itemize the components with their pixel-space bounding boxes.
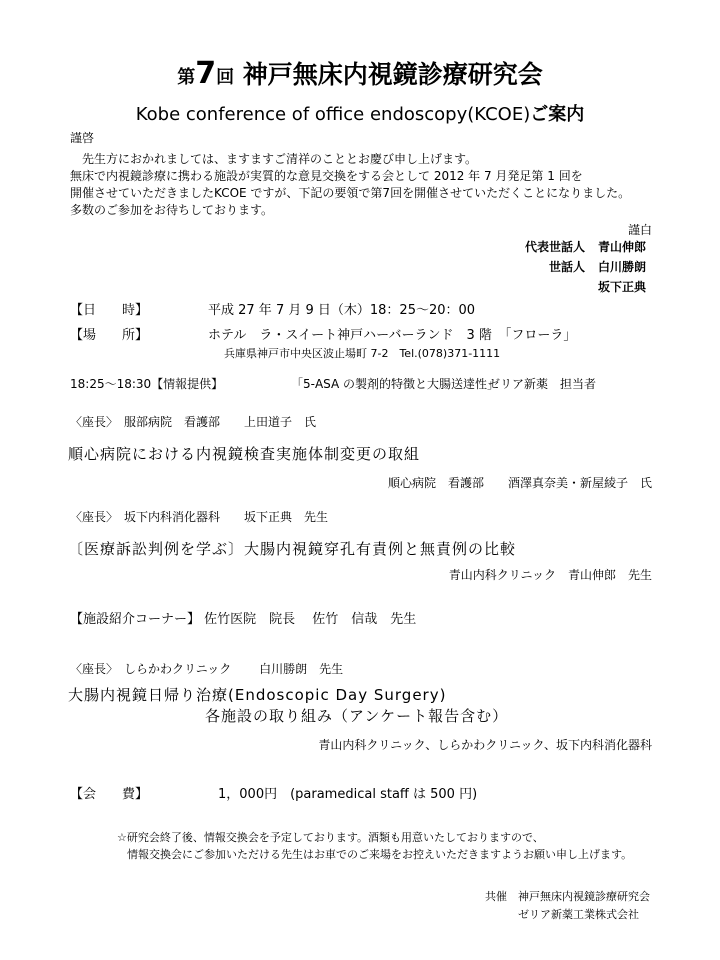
facility-corner: 【施設紹介コーナー】 佐竹医院 院長 佐竹 信哉 先生: [70, 612, 417, 627]
place-value: ホテル ラ・スイート神戸ハーバーランド 3 階 「フローラ」: [208, 328, 577, 343]
rep-name: 青山伸郎: [598, 240, 647, 254]
date-value: 平成 27 年 7 月 9 日（木）18：25〜20：00: [208, 303, 476, 318]
greeting-line-2: 無床で内視鏡診療に携わる施設が実質的な意見交換をする会として 2012 年 7 月発足第 1 回を: [70, 169, 583, 183]
date-label: 【日 時】: [70, 303, 149, 318]
rep-role: 代表世話人: [525, 240, 586, 254]
note-line-2: 情報交換会にご参加いただける先生はお車でのご来場をお控えいただきますようお願い申し上げます。: [127, 848, 633, 861]
address: 兵庫県神戸市中央区波止場町 7-2 Tel.(078)371-1111: [224, 347, 501, 360]
greeting-closing: 謹白: [627, 223, 652, 237]
cohost-label: 共催: [485, 890, 507, 903]
info-time: 18:25〜18:30【情報提供】: [70, 377, 224, 391]
place-label: 【場 所】: [70, 328, 149, 343]
note-line-1: ☆研究会終了後、情報交換会を予定しております。酒類も用意いたしておりますので、: [117, 831, 544, 844]
subtitle: [0, 103, 720, 127]
page-title: [0, 58, 720, 94]
fee-value: 1，000円 (paramedical staff は 500 円): [218, 787, 478, 802]
subtitle-en: Kobe conference of office endoscopy(KCOE): [135, 104, 531, 125]
talk-3-title-line-2: 各施設の取り組み（アンケート報告含む）: [205, 707, 509, 725]
org-name-2: 坂下正典: [598, 280, 647, 294]
sponsor-org-1: 神戸無床内視鏡診療研究会: [518, 890, 650, 903]
chair-2: 〈座長〉 坂下内科消化器科 坂下正典 先生: [70, 510, 329, 524]
greeting-line-4: 多数のご参加をお待ちしております。: [70, 203, 274, 217]
org-role: 世話人: [549, 260, 586, 274]
talk-1-speaker: 順心病院 看護部 酒澤真奈美・新屋綾子 氏: [387, 476, 652, 490]
greeting-line-3: 開催させていただきましたKCOE ですが、下記の要領で第7回を開催させていただくことになりました。: [70, 186, 631, 200]
title-main: 神戸無床内視鏡診療研究会: [242, 60, 543, 89]
talk-3-title-line-1: 大腸内視鏡日帰り治療(Endoscopic Day Surgery): [68, 686, 447, 704]
greeting-opening: 謹啓: [70, 131, 95, 145]
title-kai: 回: [216, 67, 235, 88]
chair-1: 〈座長〉 服部病院 看護部 上田道子 氏: [70, 415, 317, 429]
sponsor-org-2: ゼリア新薬工業株式会社: [518, 908, 639, 921]
chair-3: 〈座長〉 しらかわクリニック 白川勝朗 先生: [70, 662, 344, 676]
info-presenter: ゼリア新薬 担当者: [488, 377, 597, 391]
talk-2-speaker: 青山内科クリニック 青山伸郎 先生: [448, 568, 652, 582]
subtitle-jp: ご案内: [530, 104, 585, 125]
talk-1-title: 順心病院における内視鏡検査実施体制変更の取組: [68, 445, 421, 463]
info-title: 「5-ASA の製剤的特徴と大腸送達性」: [291, 377, 500, 391]
title-number: 7: [195, 56, 217, 91]
fee-label: 【会 費】: [70, 787, 149, 802]
title-prefix: 第: [177, 67, 196, 88]
greeting-line-1: 先生方におかれましては、ますますご清祥のこととお慶び申し上げます。: [70, 152, 478, 166]
org-name-1: 白川勝朗: [598, 260, 647, 274]
talk-3-speaker: 青山内科クリニック、しらかわクリニック、坂下内科消化器科: [318, 738, 652, 752]
talk-2-title: 〔医療訴訟判例を学ぶ〕大腸内視鏡穿孔有責例と無責例の比較: [68, 540, 517, 558]
